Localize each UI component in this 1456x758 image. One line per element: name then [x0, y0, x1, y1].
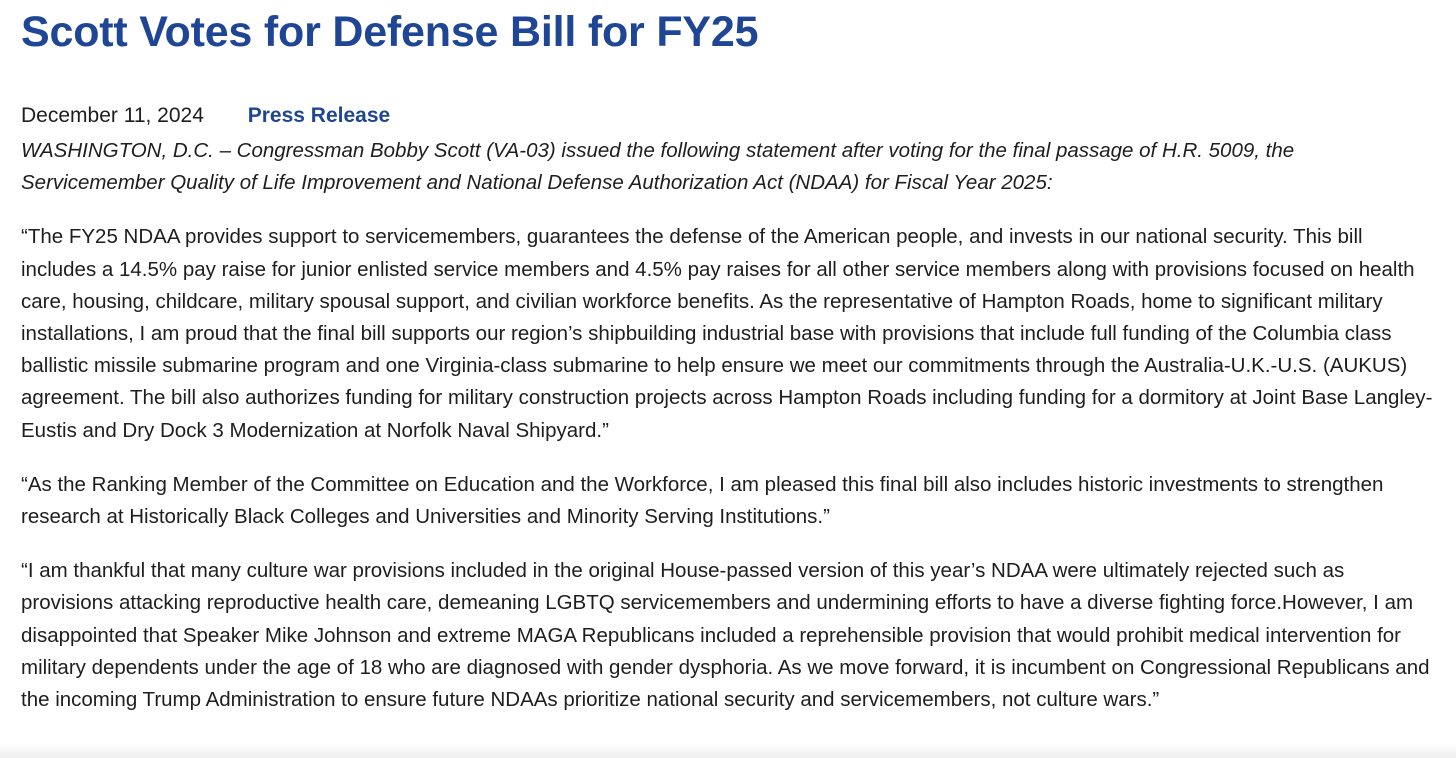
dateline: WASHINGTON, D.C. – Congressman Bobby Scott (VA-03) issued the following statement after voting for the final passage of H.R. 5009, the Servicemember Quality of Life Improvement and National Defense Authorization Act (NDAA) for Fiscal Year 2025: — [21, 139, 1295, 195]
category-link[interactable]: Press Release — [247, 104, 391, 127]
quote-paragraph-1: “The FY25 NDAA provides support to servicemembers, guarantees the defense of the American people, and invests in our national security. This bill includes a 14.5% pay raise for junior enlisted service members and 4.5% pay raises for all other service members along with provisions focused on health care, housing, childcare, military spousal support, and civilian workforce benefits. As the representative of Hampton Roads, home to significant military installations, I am proud that the final bill supports our region’s shipbuilding industrial base with provisions that include full funding of the Columbia class ballistic missile submarine program and one Virginia-class submarine to help ensure we meet our commitments through the Australia-U.K.-U.S. (AUKUS) agreement. The bill also authorizes funding for military construction projects across Hampton Roads including funding for a dormitory at Joint Base Langley-Eustis and Dry Dock 3 Modernization at Norfolk Naval Shipyard.” — [21, 225, 1433, 442]
article-body — [21, 135, 1441, 738]
page-title: Scott Votes for Defense Bill for FY25 — [21, 8, 759, 56]
quote-paragraph-3: “I am thankful that many culture war provisions included in the original House-passed version of this year’s NDAA were ultimately rejected such as provisions attacking reproductive health care, demeaning LGBTQ servicemembers and undermining efforts to have a diverse fighting force.However, I am disappointed that Speaker Mike Johnson and extreme MAGA Republicans included a reprehensible provision that would prohibit medical intervention for military dependents under the age of 18 who are diagnosed with gender dysphoria. As we move forward, it is incumbent on Congressional Republicans and the incoming Trump Administration to ensure future NDAAs prioritize national security and servicemembers, not culture wars.” — [21, 559, 1430, 712]
bottom-fade — [0, 744, 1456, 758]
publish-date: December 11, 2024 — [21, 104, 204, 127]
article-meta — [21, 104, 390, 128]
quote-paragraph-2: “As the Ranking Member of the Committee on Education and the Workforce, I am pleased this final bill also includes historic investments to strengthen research at Historically Black Colleges and Universities and Minority Serving Institutions.” — [21, 472, 1384, 529]
